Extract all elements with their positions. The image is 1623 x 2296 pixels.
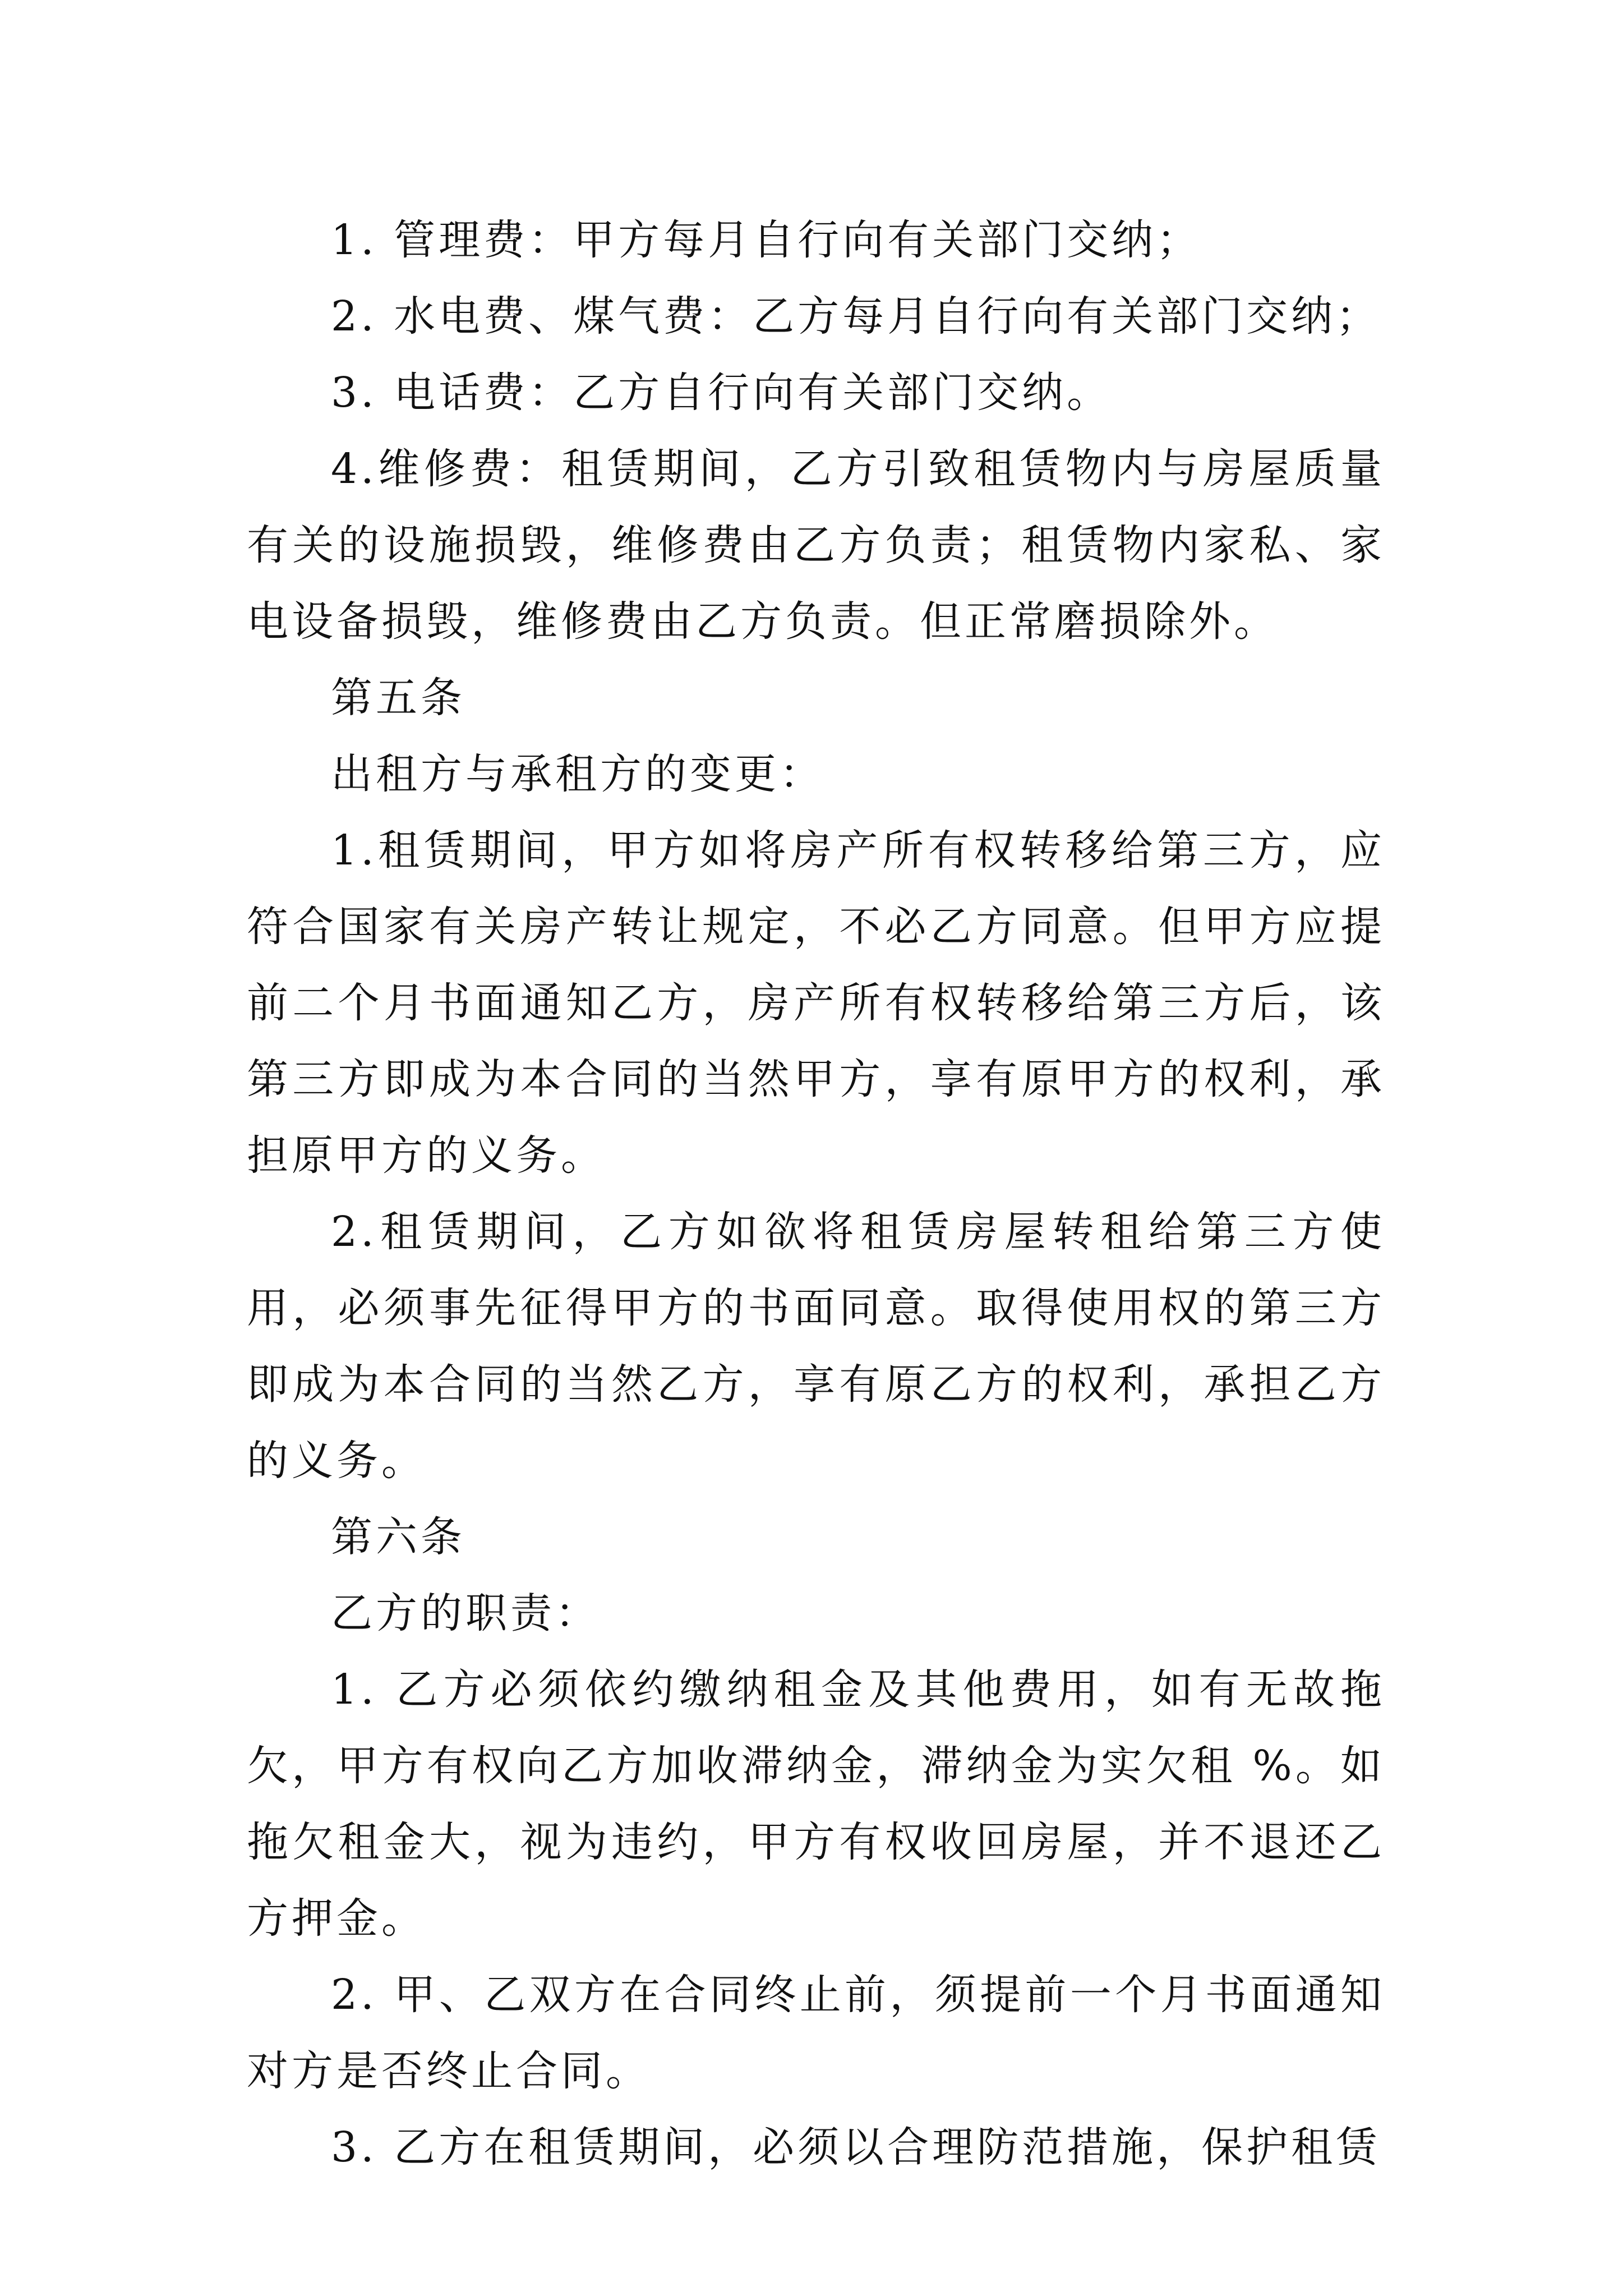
paragraph-fee-management: 1. 管理费：甲方每月自行向有关部门交纳； (331, 216, 1202, 264)
paragraph-rent-payment: 1. 乙方必须依约缴纳租金及其他费用，如有无故拖欠，甲方有权向乙方加收滞纳金，滞纳金为实欠租 %。如拖欠租金大，视为违约，甲方有权收回房屋，并不退还乙方押金。 (247, 1665, 1385, 1943)
article-five-subject: 出租方与承租方的变更： (331, 750, 824, 798)
paragraph-fee-maintenance: 4.维修费：租赁期间，乙方引致租赁物内与房屋质量有关的设施损毁，维修费由乙方负责；租赁物内家私、家电设备损毁，维修费由乙方负责。但正常磨损除外。 (247, 445, 1385, 646)
article-six-heading: 第六条 (331, 1513, 465, 1561)
paragraph-termination-notice: 2. 甲、乙双方在合同终止前，须提前一个月书面通知对方是否终止合同。 (247, 1971, 1385, 2095)
paragraph-sublease: 2.租赁期间，乙方如欲将租赁房屋转租给第三方使用，必须事先征得甲方的书面同意。取得使用权的第三方即成为本合同的当然乙方，享有原乙方的权利，承担乙方的义务。 (247, 1208, 1385, 1485)
article-five-heading: 第五条 (331, 674, 465, 722)
paragraph-fee-telephone: 3. 电话费：乙方自行向有关部门交纳。 (331, 369, 1112, 417)
article-six-subject: 乙方的职责： (331, 1589, 600, 1637)
paragraph-fee-utilities: 2. 水电费、煤气费：乙方每月自行向有关部门交纳； (331, 292, 1381, 341)
paragraph-protection-measures: 3. 乙方在租赁期间，必须以合理防范措施，保护租赁 (331, 2123, 1381, 2171)
document-body (247, 202, 1385, 2185)
paragraph-lessor-change: 1.租赁期间，甲方如将房产所有权转移给第三方，应符合国家有关房产转让规定，不必乙方同意。但甲方应提前二个月书面通知乙方，房产所有权转移给第三方后，该第三方即成为本合同的当然甲方，享有原甲方的权利，承担原甲方的义务。 (247, 826, 1385, 1180)
